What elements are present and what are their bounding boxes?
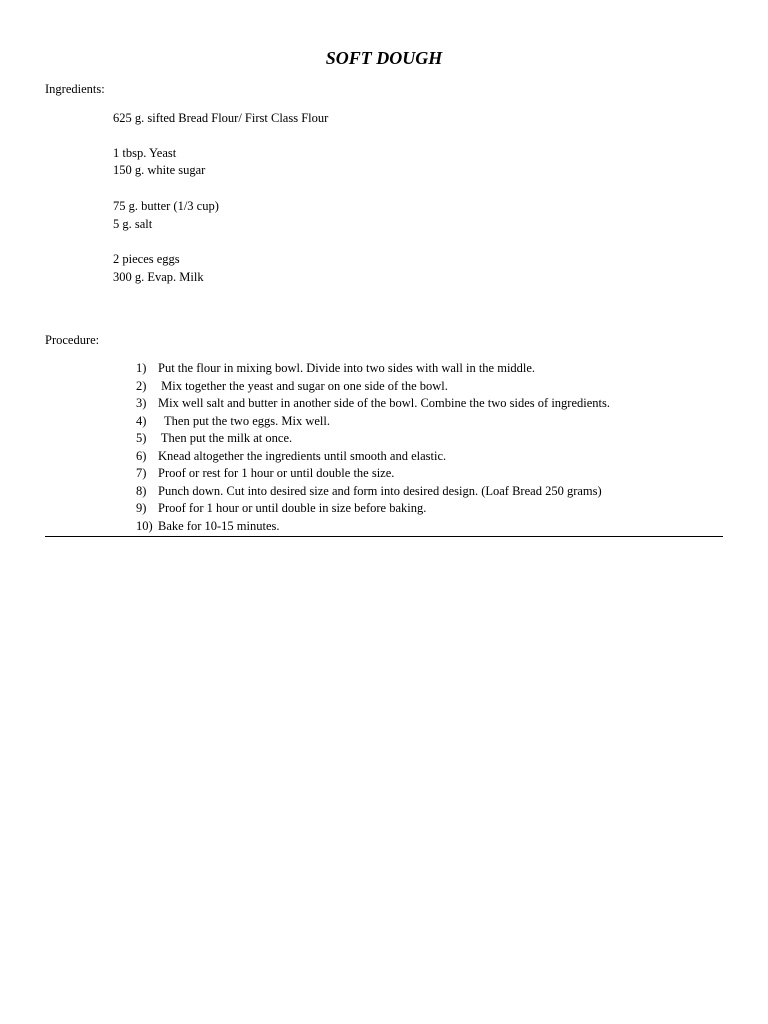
step-number: 9) (136, 501, 147, 515)
step-text: Bake for 10-15 minutes. (158, 518, 280, 533)
step-text: Proof or rest for 1 hour or until double the size. (158, 466, 395, 480)
ingredients-heading: Ingredients: (45, 82, 105, 96)
procedure-step (0, 378, 768, 396)
procedure-step (0, 413, 768, 431)
procedure-step (0, 395, 768, 413)
ingredient-item: 5 g. salt (113, 217, 153, 231)
step-number: 1) (136, 361, 147, 375)
step-number: 2) (136, 378, 147, 393)
step-number: 8) (136, 483, 147, 498)
step-text: Mix well salt and butter in another side of the bowl. Combine the two sides of ingredients. (158, 396, 611, 410)
step-text: Then put the two eggs. Mix well. (158, 413, 330, 428)
procedure-step (0, 448, 768, 466)
horizontal-rule (45, 536, 723, 537)
procedure-steps (0, 360, 768, 535)
step-text: Punch down. Cut into desired size and form into desired design. (Loaf Bread 250 grams) (158, 483, 602, 498)
procedure-step (0, 465, 768, 483)
document-title: SOFT DOUGH (325, 48, 443, 68)
step-number: 10) (136, 518, 153, 533)
ingredient-item: 75 g. butter (1/3 cup) (113, 199, 219, 213)
step-text: Then put the milk at once. (158, 431, 293, 445)
step-text: Knead altogether the ingredients until smooth and elastic. (158, 448, 447, 463)
step-number: 7) (136, 466, 147, 480)
ingredient-item: 625 g. sifted Bread Flour/ First Class Flour (113, 111, 329, 125)
procedure-step (0, 483, 768, 501)
ingredient-item: 1 tbsp. Yeast (113, 146, 177, 160)
ingredient-item: 2 pieces eggs (113, 252, 180, 266)
procedure-step (0, 430, 768, 448)
procedure-heading: Procedure: (45, 333, 100, 347)
procedure-step (0, 360, 768, 378)
step-number: 5) (136, 431, 147, 445)
step-text: Mix together the yeast and sugar on one side of the bowl. (158, 378, 448, 393)
step-text: Proof for 1 hour or until double in size before baking. (158, 501, 427, 515)
step-text: Put the flour in mixing bowl. Divide into two sides with wall in the middle. (158, 361, 536, 375)
step-number: 4) (136, 413, 147, 428)
ingredient-item: 150 g. white sugar (113, 163, 206, 177)
step-number: 6) (136, 448, 147, 463)
step-number: 3) (136, 396, 147, 410)
ingredient-item: 300 g. Evap. Milk (113, 270, 204, 284)
procedure-step (0, 500, 768, 518)
procedure-step (0, 518, 768, 536)
